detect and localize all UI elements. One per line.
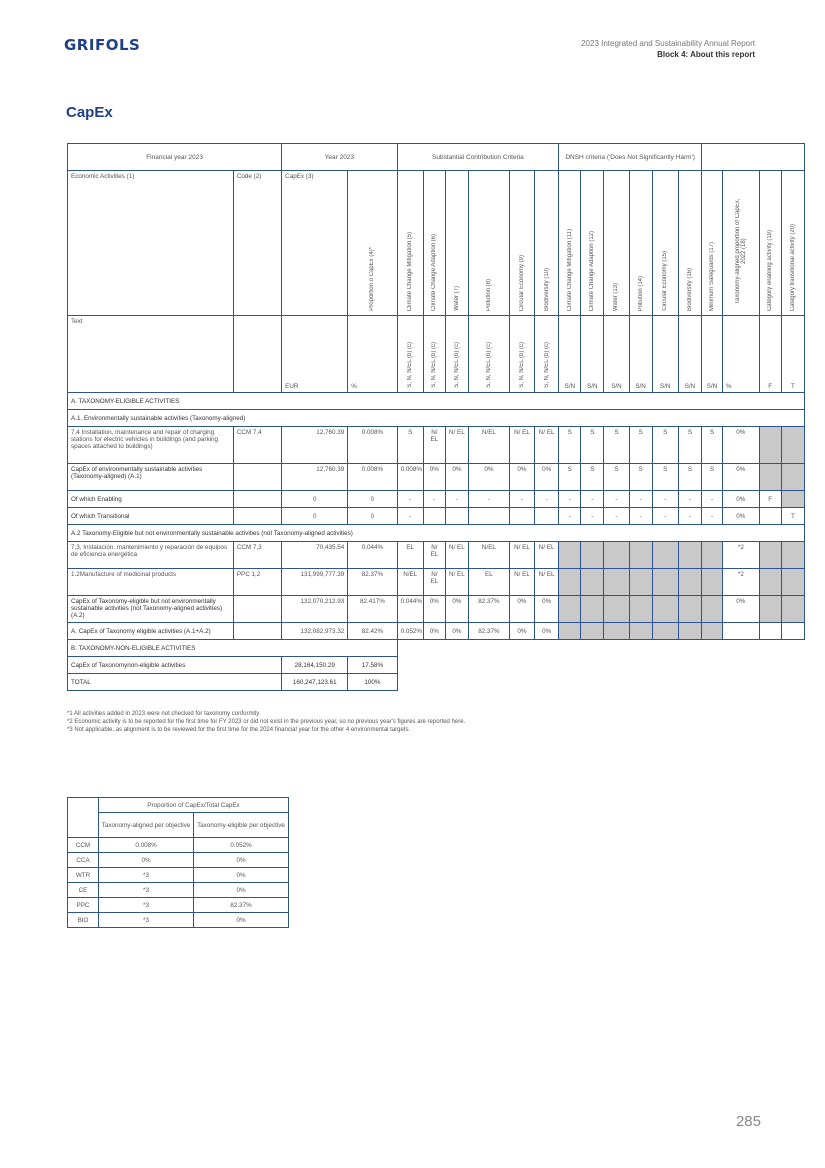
aligned-2022-header: Taxonomy-aligned proportion of CapEx, 2022 (18) xyxy=(722,171,759,316)
sc-cell: - xyxy=(397,508,423,525)
dnsh-cell: - xyxy=(652,508,678,525)
sc-cell: - xyxy=(535,491,559,508)
proportion-row xyxy=(68,898,289,913)
sc-cell: 0% xyxy=(423,596,445,623)
ccm-header: Climate Change Mitigation (5) xyxy=(397,171,423,316)
dnsh-cell: S xyxy=(629,427,652,464)
transitional-cell xyxy=(781,623,804,640)
eligible-cell: 0% xyxy=(194,883,289,898)
objective-cell: PPC xyxy=(68,898,99,913)
sn-unit: S/N xyxy=(678,316,701,393)
aligned-cell: 0% xyxy=(722,491,759,508)
prop-cell: 17.58% xyxy=(348,657,397,674)
header-row-1 xyxy=(68,144,805,171)
dnsh-cell: - xyxy=(604,508,629,525)
grey-cell xyxy=(678,596,701,623)
proportion-row xyxy=(68,913,289,928)
sc-cell: EL xyxy=(397,542,423,569)
proportion-table xyxy=(67,797,289,928)
sc-cell: 0% xyxy=(509,623,534,640)
grey-cell xyxy=(559,569,581,596)
transitional-label: Of which Transitional xyxy=(68,508,234,525)
dnsh-cell: - xyxy=(604,491,629,508)
capex-cell: 132,082,973.32 xyxy=(282,623,348,640)
grey-cell xyxy=(604,596,629,623)
blank-corner xyxy=(68,798,99,838)
aligned-cell: 0.008% xyxy=(99,838,194,853)
eur-unit: EUR xyxy=(282,316,348,393)
dnsh-pollution-header: Pollution (14) xyxy=(629,171,652,316)
sc-cell: - xyxy=(423,491,445,508)
a2-total-label: CapEx of Taxonomy-eligible but not environmentally sustainable activities (not Taxonomy-aligned activities) (A.2) xyxy=(68,596,234,623)
section-row-a2 xyxy=(68,525,805,542)
activity-cell: 7,3, Instalación. mantenimiento y reparación de equipos de eficiencia energética xyxy=(68,542,234,569)
sc-cell: 82.37% xyxy=(468,623,509,640)
code-cell: CCM 7,3 xyxy=(233,542,281,569)
grey-cell xyxy=(604,542,629,569)
footnote: *2 Economic activity is to be reported for the first time for FY 2023 or did not exist in the previous year, so no previous year's figures are reported here. xyxy=(67,719,466,725)
transitional-header: Category transitional activity (20) xyxy=(781,171,804,316)
eligible-cell: 82.37% xyxy=(194,898,289,913)
safeguards-cell: - xyxy=(702,508,723,525)
footnote: *1 All activities added in 2023 were not checked for taxonomy conformity xyxy=(67,711,260,717)
sc-cell xyxy=(535,508,559,525)
aligned-cell xyxy=(722,623,759,640)
prop-cell: 82.417% xyxy=(348,596,397,623)
sc-cell: N/EL xyxy=(468,427,509,464)
sn-unit: S/N xyxy=(702,316,723,393)
code-unit xyxy=(233,316,281,393)
footnotes xyxy=(67,710,465,734)
activities-header: Economic Activities (1) xyxy=(68,171,234,316)
proportion-row xyxy=(68,838,289,853)
dnsh-cell: - xyxy=(678,491,701,508)
grey-cell xyxy=(581,569,604,596)
sc-cell xyxy=(445,508,468,525)
sc-cell: - xyxy=(468,491,509,508)
grey-cell xyxy=(678,542,701,569)
dnsh-cell: - xyxy=(559,508,581,525)
capex-cell: 0 xyxy=(282,508,348,525)
grey-cell xyxy=(702,623,723,640)
safeguards-header: Minimum Safeguards (17) xyxy=(702,171,723,316)
sc-cell: S xyxy=(397,427,423,464)
sn-unit: S/N xyxy=(559,316,581,393)
code-cell: CCM 7,4 xyxy=(233,427,281,464)
grey-cell xyxy=(678,569,701,596)
sc-cell: 0.044% xyxy=(397,596,423,623)
blank-area xyxy=(397,640,804,657)
header-row-2 xyxy=(68,171,805,316)
code-cell xyxy=(233,464,281,491)
circular-header: Circular Economy (9) xyxy=(509,171,534,316)
grey-cell xyxy=(559,623,581,640)
prop-cell: 82.42% xyxy=(348,623,397,640)
sc-unit-ccm: S, N, N/EL (b) (c) xyxy=(397,316,423,393)
grey-cell xyxy=(759,542,781,569)
safeguards-cell: S xyxy=(702,464,723,491)
code-cell xyxy=(233,491,281,508)
dnsh-cell: - xyxy=(629,491,652,508)
section-a-label: A. TAXONOMY-ELIGIBLE ACTIVITIES xyxy=(68,393,805,410)
activity-cell: 1.2Manufacture of medicinal products xyxy=(68,569,234,596)
code-cell xyxy=(233,508,281,525)
objective-cell: WTR xyxy=(68,868,99,883)
section-b-label: B. TAXONOMY-NON-ELIGIBLE ACTIVITIES xyxy=(68,640,398,657)
capex-cell: 70,435.54 xyxy=(282,542,348,569)
dnsh-cell: S xyxy=(581,464,604,491)
grey-cell xyxy=(629,596,652,623)
aligned-cell: 0% xyxy=(722,508,759,525)
sc-cell: N/ EL xyxy=(445,542,468,569)
activity-cell: 7.4 Installation, maintenance and repair of charging stations for electric vehicles in buildings (and parking spaces attached to buildings) xyxy=(68,427,234,464)
prop-cell: 0.044% xyxy=(348,542,397,569)
enabling-header: Category enabling activity (19) xyxy=(759,171,781,316)
pct-unit: % xyxy=(348,316,397,393)
a1-total-label: CapEx of environmentally sustainable activities (Taxonomy-aligned) (A.1) xyxy=(68,464,234,491)
financial-year-header: Financial year 2023 xyxy=(68,144,282,171)
grey-cell xyxy=(759,464,781,491)
aligned-cell: 0% xyxy=(99,853,194,868)
section-row-a xyxy=(68,393,805,410)
proportion-title: Proportion of CapEx/Total CapEx xyxy=(99,798,289,813)
grey-cell xyxy=(702,596,723,623)
prop-cell: 0 xyxy=(348,508,397,525)
pollution-header: Pollution (8) xyxy=(468,171,509,316)
dnsh-cell: S xyxy=(559,464,581,491)
prop-cell: 0.008% xyxy=(348,427,397,464)
objective-cell: BIO xyxy=(68,913,99,928)
sc-cell: N/ EL xyxy=(509,427,534,464)
f-unit: F xyxy=(759,316,781,393)
grifols-logo: GRIFOLS xyxy=(64,36,141,54)
sc-cell: 0.052% xyxy=(397,623,423,640)
grey-cell xyxy=(581,542,604,569)
sc-unit-cca: S, N, N/EL (b) (c) xyxy=(423,316,445,393)
capex-cell: 12,760.39 xyxy=(282,427,348,464)
capex-table xyxy=(67,143,805,691)
dnsh-cca-header: Climate Change Adaption (12) xyxy=(581,171,604,316)
dnsh-cell: S xyxy=(629,464,652,491)
prop-cell: 82.37% xyxy=(348,569,397,596)
proportion-row xyxy=(68,883,289,898)
sc-cell: N/ EL xyxy=(423,542,445,569)
aligned-cell: *3 xyxy=(99,883,194,898)
enabling-cell xyxy=(759,623,781,640)
proportion-header-row xyxy=(68,813,289,838)
grey-cell xyxy=(604,623,629,640)
table-row xyxy=(68,657,805,674)
sc-cell: 0% xyxy=(445,596,468,623)
eligible-col-header: Taxonomy-eligible per objective xyxy=(194,813,289,838)
capex-cell: 132,070,212.93 xyxy=(282,596,348,623)
dnsh-cell: - xyxy=(581,491,604,508)
blank-area xyxy=(397,674,804,691)
eligible-cell: 0% xyxy=(194,913,289,928)
sn-unit: S/N xyxy=(604,316,629,393)
proportion-header: Proportion o CapEx (4)* xyxy=(348,171,397,316)
blank-area xyxy=(397,657,804,674)
section-a2-label: A.2 Taxonomy-Eligible but not environmentally sustainable activities (not Taxonomy-aligned activities) xyxy=(68,525,805,542)
transitional-flag: T xyxy=(781,508,804,525)
code-cell: PPC 1,2 xyxy=(233,569,281,596)
aligned-cell: 0% xyxy=(722,596,759,623)
aligned-col-header: Taxonomy-aligned per objective xyxy=(99,813,194,838)
table-row xyxy=(68,596,805,623)
sc-cell: N/ EL xyxy=(423,569,445,596)
dnsh-circular-header: Circular Economy (15) xyxy=(652,171,678,316)
code-cell xyxy=(233,596,281,623)
grey-cell xyxy=(781,427,804,464)
dnsh-cell: S xyxy=(652,464,678,491)
aligned-cell: *3 xyxy=(99,898,194,913)
non-eligible-label: CapEx of Taxonomynon-eligible activities xyxy=(68,657,282,674)
prop-cell: 100% xyxy=(348,674,397,691)
sc-cell: N/ EL xyxy=(445,427,468,464)
proportion-row xyxy=(68,853,289,868)
sc-cell: 0% xyxy=(423,623,445,640)
grey-cell xyxy=(652,569,678,596)
sc-cell: EL xyxy=(468,569,509,596)
grey-cell xyxy=(652,542,678,569)
eligible-cell: 0.052% xyxy=(194,838,289,853)
sc-cell: 0% xyxy=(509,596,534,623)
enabling-label: Of which Enabling xyxy=(68,491,234,508)
sc-unit-biodiversity: S, N, N/EL (b) (c) xyxy=(535,316,559,393)
section-title: CapEx xyxy=(66,104,113,121)
table-row xyxy=(68,427,805,464)
dnsh-cell: S xyxy=(604,427,629,464)
prop-cell: 0.008% xyxy=(348,464,397,491)
capex-header: CapEx (3) xyxy=(282,171,348,316)
table-row xyxy=(68,542,805,569)
objective-cell: CE xyxy=(68,883,99,898)
dnsh-ccm-header: Climate Change Mitigation (11) xyxy=(559,171,581,316)
aligned-cell: *3 xyxy=(99,913,194,928)
dnsh-cell: S xyxy=(604,464,629,491)
dnsh-cell: - xyxy=(652,491,678,508)
biodiversity-header: Biodiversity (10) xyxy=(535,171,559,316)
dnsh-cell: - xyxy=(678,508,701,525)
header-row-3 xyxy=(68,316,805,393)
sn-unit: S/N xyxy=(629,316,652,393)
grey-cell xyxy=(559,596,581,623)
proportion-title-row xyxy=(68,798,289,813)
footnote: *3 Not applicable, as alignment is to be reviewed for the first time for the 2024 financial year for the other 4 environmental targets. xyxy=(67,727,411,733)
sn-unit: S/N xyxy=(652,316,678,393)
prop-cell: 0 xyxy=(348,491,397,508)
sc-cell: N/EL xyxy=(468,542,509,569)
dnsh-cell: S xyxy=(581,427,604,464)
section-row-b xyxy=(68,640,805,657)
grey-cell xyxy=(759,427,781,464)
grey-cell xyxy=(604,569,629,596)
objective-cell: CCA xyxy=(68,853,99,868)
sc-cell: - xyxy=(509,491,534,508)
text-header: Text xyxy=(68,316,234,393)
aligned-cell: *2 xyxy=(722,569,759,596)
capex-cell: 28,164,150.29 xyxy=(282,657,348,674)
sc-cell: N/ EL xyxy=(509,542,534,569)
section-row-a1 xyxy=(68,410,805,427)
grey-cell xyxy=(702,542,723,569)
sc-cell: N/ EL xyxy=(509,569,534,596)
page-header xyxy=(581,38,755,60)
aligned-cell: *3 xyxy=(99,868,194,883)
grey-cell xyxy=(702,569,723,596)
water-header: Water (7) xyxy=(445,171,468,316)
sc-cell: N/ EL xyxy=(535,542,559,569)
sc-cell: 0% xyxy=(445,464,468,491)
grey-cell xyxy=(629,569,652,596)
sc-cell xyxy=(509,508,534,525)
capex-cell: 12,760.39 xyxy=(282,464,348,491)
sc-cell: N/ EL xyxy=(535,427,559,464)
dnsh-cell: - xyxy=(559,491,581,508)
substantial-criteria-header: Substantial Contribution Criteria xyxy=(397,144,559,171)
dnsh-cell: - xyxy=(581,508,604,525)
grey-cell xyxy=(759,569,781,596)
sc-unit-pollution: S, N, N/EL (b) (c) xyxy=(468,316,509,393)
t-unit: T xyxy=(781,316,804,393)
grey-cell xyxy=(678,623,701,640)
code-header: Code (2) xyxy=(233,171,281,316)
grey-cell xyxy=(781,491,804,508)
aligned-cell: *2 xyxy=(722,542,759,569)
table-row xyxy=(68,491,805,508)
a-total-label: A. CapEx of Taxonomy eligible activities (A.1+A.2) xyxy=(68,623,234,640)
grey-cell xyxy=(781,596,804,623)
sc-unit-water: S, N, N/EL (b) (c) xyxy=(445,316,468,393)
header-blank xyxy=(702,144,805,171)
dnsh-cell: S xyxy=(559,427,581,464)
grey-cell xyxy=(652,623,678,640)
grey-cell xyxy=(781,542,804,569)
sc-cell: 0% xyxy=(468,464,509,491)
sc-cell: N/EL xyxy=(397,569,423,596)
sc-cell: - xyxy=(397,491,423,508)
grey-cell xyxy=(781,569,804,596)
objective-cell: CCM xyxy=(68,838,99,853)
eligible-cell: 0% xyxy=(194,853,289,868)
sc-cell: 0% xyxy=(535,464,559,491)
cca-header: Climate Change Adaption (6) xyxy=(423,171,445,316)
table-row xyxy=(68,508,805,525)
aligned-cell: 0% xyxy=(722,427,759,464)
grey-cell xyxy=(581,623,604,640)
capex-cell: 160,247,123.61 xyxy=(282,674,348,691)
grey-cell xyxy=(629,542,652,569)
safeguards-cell: S xyxy=(702,427,723,464)
dnsh-cell: S xyxy=(652,427,678,464)
report-title: 2023 Integrated and Sustainability Annual Report xyxy=(581,39,755,48)
capex-cell: 0 xyxy=(282,491,348,508)
sc-cell: 0% xyxy=(535,596,559,623)
grey-cell xyxy=(652,596,678,623)
sc-cell: 0.008% xyxy=(397,464,423,491)
proportion-row xyxy=(68,868,289,883)
sc-cell: N/ EL xyxy=(535,569,559,596)
dnsh-cell: S xyxy=(678,464,701,491)
year-header: Year 2023 xyxy=(282,144,397,171)
aligned-cell: 0% xyxy=(722,464,759,491)
dnsh-biodiversity-header: Biodiversity (16) xyxy=(678,171,701,316)
sc-cell: 0% xyxy=(423,464,445,491)
table-row xyxy=(68,623,805,640)
table-row xyxy=(68,674,805,691)
total-label: TOTAL xyxy=(68,674,282,691)
table-row xyxy=(68,464,805,491)
sc-cell: N/ EL xyxy=(423,427,445,464)
enabling-cell xyxy=(759,508,781,525)
grey-cell xyxy=(559,542,581,569)
grey-cell xyxy=(759,596,781,623)
sc-cell: N/ EL xyxy=(445,569,468,596)
dnsh-criteria-header: DNSH criteria ('Does Not Significantly Harm') xyxy=(559,144,702,171)
dnsh-water-header: Water (13) xyxy=(604,171,629,316)
safeguards-cell: - xyxy=(702,491,723,508)
sc-cell: 82.37% xyxy=(468,596,509,623)
section-a1-label: A.1. Environmentally sustainable activities (Taxonomy-aligned) xyxy=(68,410,805,427)
page-number: 285 xyxy=(735,1113,761,1130)
grey-cell xyxy=(781,464,804,491)
dnsh-cell: S xyxy=(678,427,701,464)
sc-cell: 0% xyxy=(535,623,559,640)
sc-cell: 0% xyxy=(445,623,468,640)
grey-cell xyxy=(629,623,652,640)
eligible-cell: 0% xyxy=(194,868,289,883)
sc-cell xyxy=(468,508,509,525)
pct-unit-2022: % xyxy=(722,316,759,393)
sc-cell xyxy=(423,508,445,525)
capex-cell: 131,999,777.39 xyxy=(282,569,348,596)
enabling-flag: F xyxy=(759,491,781,508)
sc-cell: 0% xyxy=(509,464,534,491)
code-cell xyxy=(233,623,281,640)
block-title: Block 4: About this report xyxy=(657,50,755,59)
dnsh-cell: - xyxy=(629,508,652,525)
grey-cell xyxy=(581,596,604,623)
sn-unit: S/N xyxy=(581,316,604,393)
table-row xyxy=(68,569,805,596)
sc-cell: - xyxy=(445,491,468,508)
sc-unit-circular: S, N, N/EL (b) (c) xyxy=(509,316,534,393)
